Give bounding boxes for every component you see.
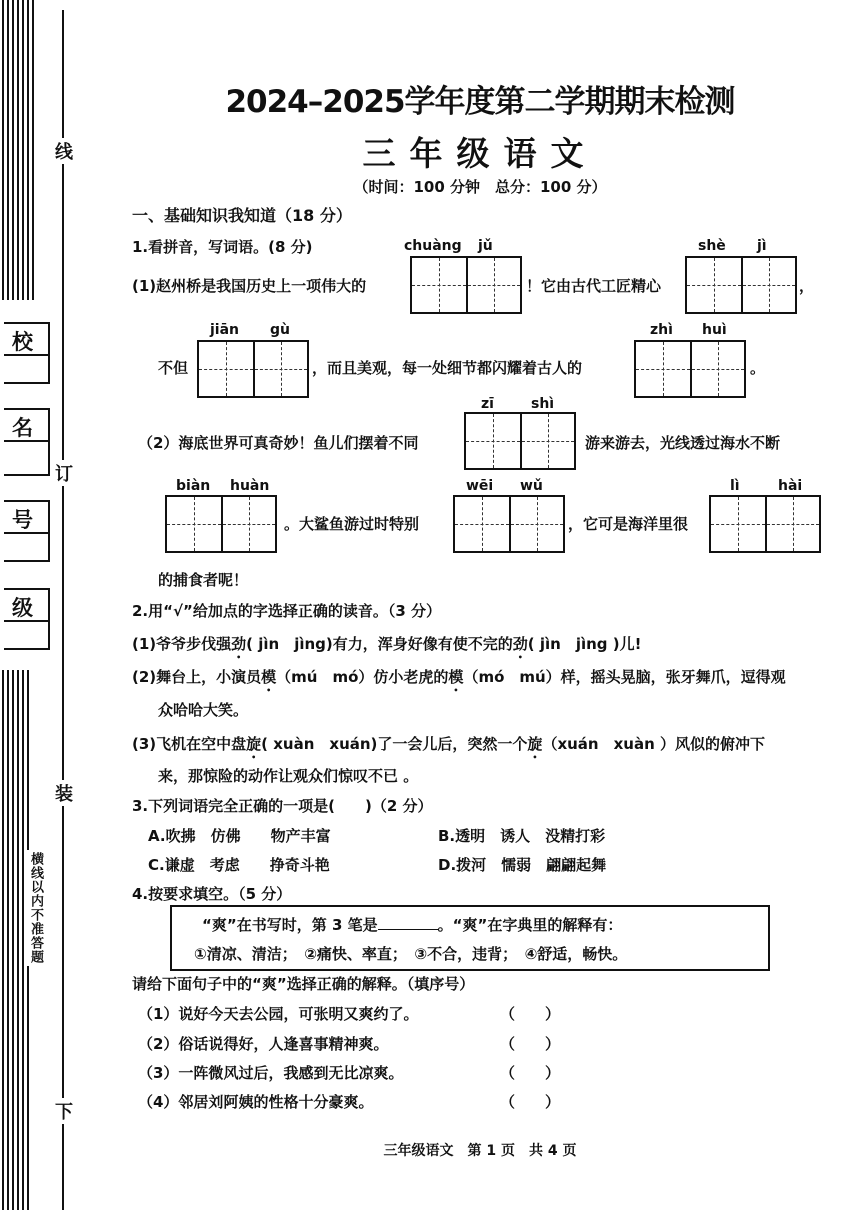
text: (2)舞台上，小演员: [132, 668, 262, 686]
field-divider: [4, 620, 48, 622]
no-answer-notice: 横线以内不准答题: [28, 852, 43, 964]
pinyin: shì: [531, 396, 555, 412]
writing-grid-zishi[interactable]: [464, 412, 576, 470]
dotted-char: 旋: [527, 735, 543, 753]
number-label: 号: [12, 508, 33, 532]
name-field[interactable]: [4, 408, 50, 476]
q4-item-3: （3）一阵微风过后，我感到无比凉爽。: [138, 1064, 404, 1082]
grid-cell[interactable]: [509, 497, 563, 551]
q2-sentence-3: [132, 733, 765, 762]
q4-instruction: 请给下面句子中的“爽”选择正确的解释。（填序号）: [132, 975, 475, 993]
pinyin: shè: [698, 238, 726, 254]
writing-grid-bianhuan[interactable]: [165, 495, 277, 553]
q4-meanings: ①清凉、清洁； ②痛快、率直； ③不合，违背； ④舒适，畅快。: [194, 945, 628, 963]
margin-line: [7, 670, 9, 1210]
grid-cell[interactable]: [765, 497, 819, 551]
q1-line2-c: 。: [750, 359, 766, 377]
answer-blank[interactable]: [378, 915, 438, 930]
grid-cell[interactable]: [167, 497, 221, 551]
q4-info-box: [170, 905, 770, 971]
writing-grid-lihai[interactable]: [709, 495, 821, 553]
writing-grid-chuangju[interactable]: [410, 256, 522, 314]
dotted-char: 劲: [231, 635, 247, 653]
margin-line: [2, 670, 4, 1210]
margin-word-ding: 订: [55, 460, 73, 486]
q1-line3-b: 游来游去，光线透过海水不断: [585, 434, 781, 452]
exam-subject: 三年级语文: [362, 134, 598, 173]
q1-line1-b: ！它由古代工匠精心: [526, 277, 662, 295]
margin-line: [17, 670, 19, 1210]
number-field[interactable]: [4, 500, 50, 562]
grid-cell[interactable]: [520, 414, 574, 468]
q1-line4-b: 。大鲨鱼游过时特别: [284, 515, 420, 533]
text: （mó mú）样，摇头晃脑，张牙舞爪，逗得观: [463, 668, 786, 686]
grid-cell[interactable]: [687, 258, 741, 312]
dotted-char: 模: [448, 668, 464, 686]
q3-option-d[interactable]: D.拨河 懦弱 翩翩起舞: [438, 856, 607, 874]
q2-sentence-2: [132, 666, 786, 695]
q4-item-4: （4）邻居刘阿姨的性格十分豪爽。: [138, 1093, 374, 1111]
grid-cell[interactable]: [636, 342, 690, 396]
dotted-char: 模: [261, 668, 277, 686]
grid-cell[interactable]: [455, 497, 509, 551]
exam-time-info: （时间：100 分钟 总分：100 分）: [353, 178, 607, 196]
pinyin: biàn: [176, 478, 211, 494]
field-divider: [4, 354, 48, 356]
q4-stroke-question: [202, 914, 622, 935]
answer-paren[interactable]: （ ）: [500, 1005, 561, 1023]
pinyin: zī: [481, 396, 494, 412]
pinyin: lì: [730, 478, 740, 494]
writing-grid-zhihui[interactable]: [634, 340, 746, 398]
answer-paren[interactable]: （ ）: [500, 1093, 561, 1111]
field-divider: [4, 440, 48, 442]
grid-cell[interactable]: [466, 258, 520, 312]
margin-word-xian: 线: [55, 138, 73, 164]
q3-label: 3.下列词语完全正确的一项是( )（2 分）: [132, 797, 433, 815]
q1-line1-a: (1)赵州桥是我国历史上一项伟大的: [132, 277, 367, 295]
school-field[interactable]: [4, 322, 50, 384]
margin-word-xia: 下: [55, 1098, 73, 1124]
pinyin: huì: [702, 322, 727, 338]
q3-option-c[interactable]: C.谦虚 考虑 挣奇斗艳: [148, 856, 330, 874]
q3-option-a[interactable]: A.吹拂 仿佛 物产丰富: [148, 827, 331, 845]
grid-cell[interactable]: [199, 342, 253, 396]
grid-cell[interactable]: [412, 258, 466, 312]
class-field[interactable]: [4, 588, 50, 650]
margin-line: [22, 670, 24, 1210]
writing-grid-jiangu[interactable]: [197, 340, 309, 398]
q4-label: 4.按要求填空。（5 分）: [132, 885, 292, 903]
pinyin: jǔ: [478, 238, 493, 254]
text: (1)爷爷步伐强: [132, 635, 232, 653]
q1-line1-c: ，: [799, 277, 815, 295]
grid-cell[interactable]: [221, 497, 275, 551]
grid-cell[interactable]: [253, 342, 307, 396]
grid-cell[interactable]: [711, 497, 765, 551]
class-label: 级: [12, 596, 33, 620]
text: “爽”在书写时，第 3 笔是: [202, 916, 378, 934]
pinyin: chuàng: [404, 238, 462, 254]
name-label: 名: [12, 416, 33, 440]
pinyin: wēi: [466, 478, 494, 494]
q1-line5: 的捕食者呢！: [158, 571, 249, 589]
grid-cell[interactable]: [741, 258, 795, 312]
writing-grid-weiwu[interactable]: [453, 495, 565, 553]
page-footer: 三年级语文 第 1 页 共 4 页: [383, 1143, 577, 1159]
q2-sentence-1: [132, 633, 641, 662]
field-divider: [4, 532, 48, 534]
text: 。“爽”在字典里的解释有：: [437, 916, 623, 934]
text: （mú mó）仿小老虎的: [276, 668, 449, 686]
writing-grid-sheji[interactable]: [685, 256, 797, 314]
grid-cell[interactable]: [690, 342, 744, 396]
answer-paren[interactable]: （ ）: [500, 1035, 561, 1053]
text: （xuán xuàn ）风似的俯冲下: [542, 735, 765, 753]
pinyin: jiān: [210, 322, 240, 338]
q1-line2-a: 不但: [158, 359, 189, 377]
pinyin: jì: [757, 238, 767, 254]
pinyin: huàn: [230, 478, 270, 494]
pinyin: wǔ: [520, 478, 543, 494]
pinyin: gù: [270, 322, 290, 338]
pinyin: zhì: [650, 322, 673, 338]
section-heading: 一、基础知识我知道（18 分）: [132, 206, 352, 225]
q2-sentence-3-cont: 来，那惊险的动作让观众们惊叹不已 。: [158, 767, 419, 785]
text: ( jìn jìng)有力，浑身好像有使不完的: [246, 635, 513, 653]
text: ( xuàn xuán)了一会儿后，突然一个: [261, 735, 528, 753]
margin-line: [12, 670, 14, 1210]
answer-paren[interactable]: （ ）: [500, 1064, 561, 1082]
q1-line2-b: ，而且美观，每一处细节都闪耀着古人的: [312, 359, 583, 377]
dotted-char: 劲: [512, 635, 528, 653]
q1-line4-c: ，它可是海洋里很: [568, 515, 689, 533]
q1-line3-a: （2）海底世界可真奇妙！鱼儿们摆着不同: [138, 434, 419, 452]
text: (3)飞机在空中盘: [132, 735, 247, 753]
q1-label: 1.看拼音，写词语。(8 分): [132, 238, 313, 256]
dotted-char: 旋: [246, 735, 262, 753]
margin-word-zhuang: 装: [55, 780, 73, 806]
text: ( jìn jìng )儿!: [527, 635, 642, 653]
school-label: 校: [12, 330, 33, 354]
q4-item-2: （2）俗话说得好，人逢喜事精神爽。: [138, 1035, 389, 1053]
q2-sentence-2-cont: 众哈哈大笑。: [158, 701, 249, 719]
q2-label: 2.用“√”给加点的字选择正确的读音。（3 分）: [132, 602, 442, 620]
q4-item-1: （1）说好今天去公园，可张明又爽约了。: [138, 1005, 419, 1023]
q3-option-b[interactable]: B.透明 诱人 没精打彩: [438, 827, 606, 845]
grid-cell[interactable]: [466, 414, 520, 468]
exam-title: 2024–2025学年度第二学期期末检测: [225, 84, 735, 120]
pinyin: hài: [778, 478, 803, 494]
